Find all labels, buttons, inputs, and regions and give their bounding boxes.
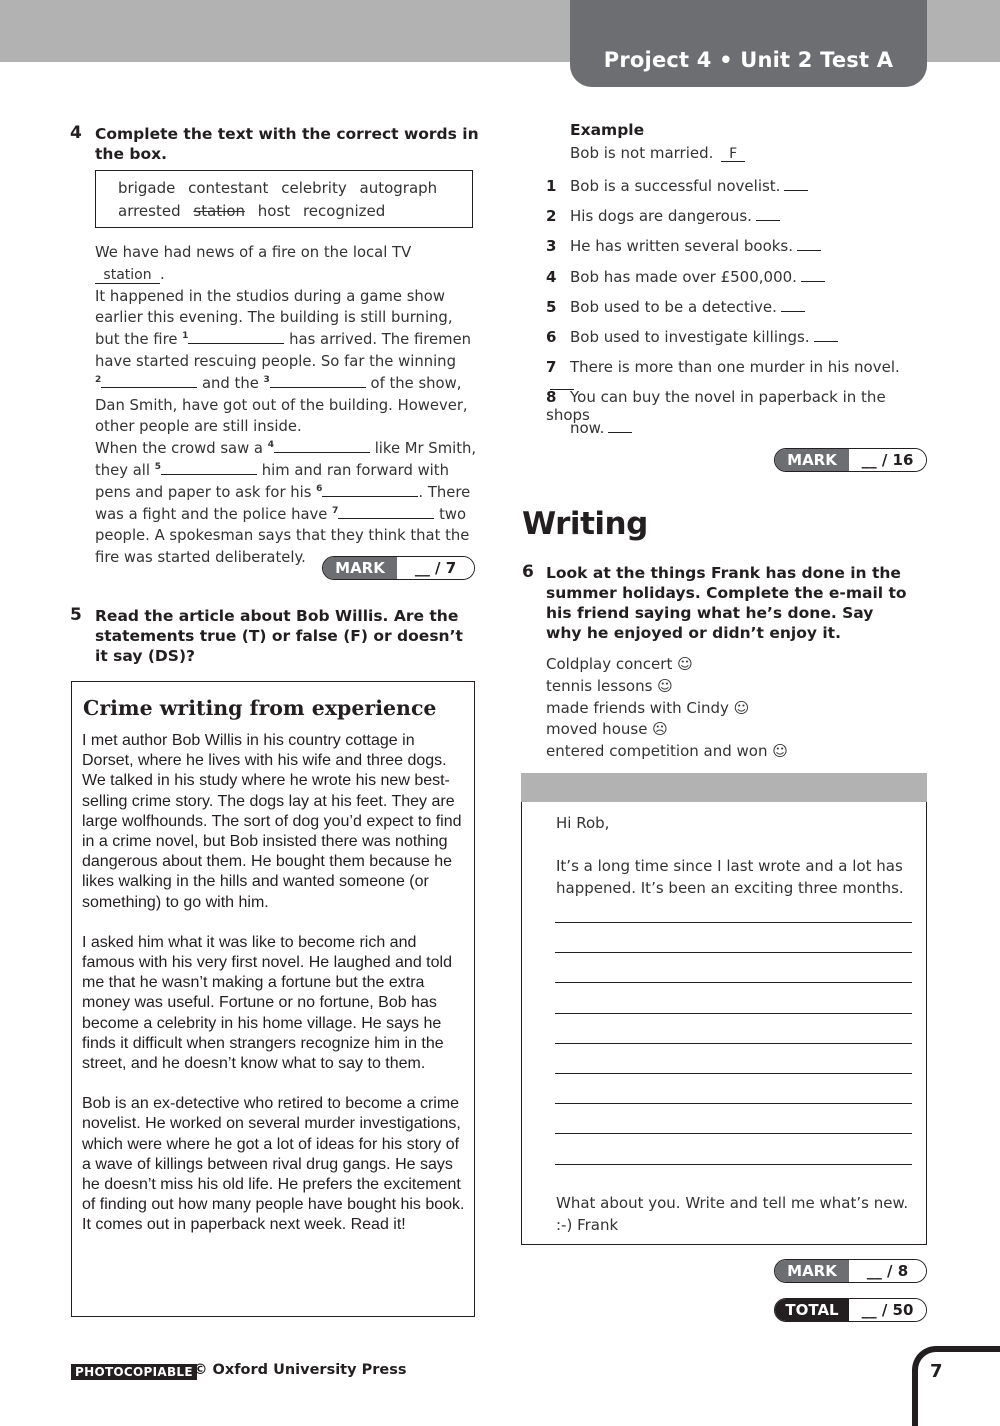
answer-blank[interactable] bbox=[608, 420, 632, 433]
example-heading: Example bbox=[570, 121, 645, 139]
word: recognized bbox=[302, 202, 386, 220]
activity-list bbox=[546, 654, 788, 763]
article-title: Crime writing from experience bbox=[83, 696, 437, 720]
article-body bbox=[82, 731, 468, 1256]
list-item: Coldplay concert ☺ bbox=[546, 655, 693, 673]
statement-continued: now. bbox=[570, 419, 770, 437]
example-line: Bob is not married. F bbox=[570, 144, 745, 162]
answer-blank[interactable] bbox=[797, 238, 821, 251]
mark-box-q5: MARK __ / 16 bbox=[774, 448, 927, 472]
writing-line[interactable] bbox=[555, 952, 912, 953]
email-box bbox=[521, 773, 927, 1245]
header-tab bbox=[570, 0, 927, 87]
question-number: 4 bbox=[70, 123, 82, 143]
photocopiable-badge: PHOTOCOPIABLE bbox=[71, 1364, 197, 1380]
writing-line[interactable] bbox=[555, 1013, 912, 1014]
question-number: 6 bbox=[522, 562, 534, 582]
example-answer: station bbox=[95, 267, 160, 284]
list-item: entered competition and won ☺ bbox=[546, 742, 788, 761]
mark-box-q6: MARK __ / 8 bbox=[774, 1259, 927, 1283]
list-item: tennis lessons ☺ bbox=[546, 676, 673, 695]
answer-blank[interactable] bbox=[270, 373, 366, 388]
word: autograph bbox=[359, 179, 438, 197]
word: brigade bbox=[118, 179, 176, 197]
email-header-bar bbox=[521, 773, 927, 802]
writing-line[interactable] bbox=[555, 1043, 912, 1044]
article-paragraph: I met author Bob Willis in his country cottage in Dorset, where he lives with his wife and three dogs. We talked in his study where he wrote his new best-selling crime story. The dogs lay at his feet. They are large wolfhounds. The sort of dog you’d expect to find in a crime novel, but Bob insisted there was nothing dangerous about them. He bought them because he likes walking in the hills and wanted someone (or something) to go with him. bbox=[82, 732, 462, 911]
answer-blank[interactable] bbox=[756, 208, 780, 221]
email-greeting: Hi Rob, bbox=[556, 814, 610, 832]
answer-blank[interactable] bbox=[322, 482, 418, 497]
list-item: moved house ☹ bbox=[546, 720, 668, 739]
answer-blank[interactable] bbox=[784, 178, 808, 191]
statement: 2 His dogs are dangerous. bbox=[546, 207, 926, 225]
question-instruction: Look at the things Frank has done in the summer holidays. Complete the e-mail to his friend saying what he’s done. Say why he enjoyed or didn’t enjoy it. bbox=[546, 564, 907, 642]
article-paragraph: Bob is an ex-detective who retired to become a crime novelist. He worked on several murder investigations, which were where he got a lot of ideas for his story of a wave of killings between rival drug gangs. He says he doesn’t miss his old life. He prefers the excitement of finding out how many people have bought his book. It comes out in paperback next week. Read it! bbox=[82, 1095, 465, 1234]
word-used: station bbox=[193, 202, 246, 220]
statement: 8 You can buy the novel in paperback in the shops bbox=[546, 388, 886, 424]
answer-blank[interactable] bbox=[814, 329, 838, 342]
page-number: 7 bbox=[930, 1361, 943, 1382]
writing-line[interactable] bbox=[555, 982, 912, 983]
answer-blank[interactable] bbox=[338, 504, 434, 519]
page-title: Project 4 • Unit 2 Test A bbox=[603, 48, 894, 72]
statement: 7 There is more than one murder in his novel. bbox=[546, 358, 926, 394]
word-box bbox=[95, 170, 473, 228]
writing-line[interactable] bbox=[555, 1164, 912, 1165]
statement: 5 Bob used to be a detective. bbox=[546, 298, 926, 316]
question-instruction: Complete the text with the correct words in the box. bbox=[95, 125, 479, 163]
page-number-tab bbox=[912, 1346, 1000, 1426]
example-answer: F bbox=[721, 147, 745, 162]
answer-blank[interactable] bbox=[781, 299, 805, 312]
email-intro: It’s a long time since I last wrote and a lot has happened. It’s been an exciting three months. bbox=[556, 857, 904, 897]
word: celebrity bbox=[281, 179, 347, 197]
answer-blank[interactable] bbox=[161, 460, 257, 475]
publisher-credit: © Oxford University Press bbox=[193, 1362, 407, 1378]
list-item: made friends with Cindy ☺ bbox=[546, 698, 750, 717]
answer-blank[interactable] bbox=[188, 329, 284, 344]
email-closing: What about you. Write and tell me what’s new. :-) Frank bbox=[556, 1194, 909, 1234]
article-paragraph: I asked him what it was like to become rich and famous with his very first novel. He laughed and told me that he wasn’t making a fortune but the extra money was useful. Fortune or no fortune, Bob has become a celebrity in his home village. He says he finds it difficult when strangers recognize him in the street, and he doesn’t know what to say to them. bbox=[82, 933, 452, 1073]
word: host bbox=[257, 202, 291, 220]
mark-box-q4: MARK __ / 7 bbox=[322, 556, 475, 580]
answer-blank[interactable] bbox=[801, 269, 825, 282]
question-number: 5 bbox=[70, 605, 82, 625]
writing-line[interactable] bbox=[555, 1133, 912, 1134]
statement: 1 Bob is a successful novelist. bbox=[546, 177, 926, 195]
total-box: TOTAL __ / 50 bbox=[774, 1298, 927, 1322]
writing-line[interactable] bbox=[555, 1103, 912, 1104]
section-heading: Writing bbox=[522, 506, 648, 542]
writing-line[interactable] bbox=[555, 922, 912, 923]
statement: 4 Bob has made over £500,000. bbox=[546, 268, 926, 286]
writing-line[interactable] bbox=[555, 1073, 912, 1074]
word: arrested bbox=[118, 202, 181, 220]
answer-blank[interactable] bbox=[274, 438, 370, 453]
gap-fill-text: We have had news of a fire on the local TV station . It happened in the studios during a game show earlier this evening. The building is still burning, but the fire $^1$ has arrived. The firemen have started rescuing people. So far the winning $^2$ and the $^3$ of the show, Dan Smith, have got out of the building. However, other people are still inside. When the crowd saw a $^4$ like Mr Smith, they all $^5$ him and ran forward with pens and paper to ask for his $^6$ . There was a fight and the police have $^7$ two people. A spokesman says that they think that the fire was started deliberately. bbox=[95, 244, 477, 567]
statement: 6 Bob used to investigate killings. bbox=[546, 328, 926, 346]
answer-blank[interactable] bbox=[101, 373, 197, 388]
word: contestant bbox=[188, 179, 269, 197]
statement: 3 He has written several books. bbox=[546, 237, 926, 255]
question-instruction: Read the article about Bob Willis. Are the statements true (T) or false (F) or doesn’t it say (DS)? bbox=[95, 607, 463, 665]
